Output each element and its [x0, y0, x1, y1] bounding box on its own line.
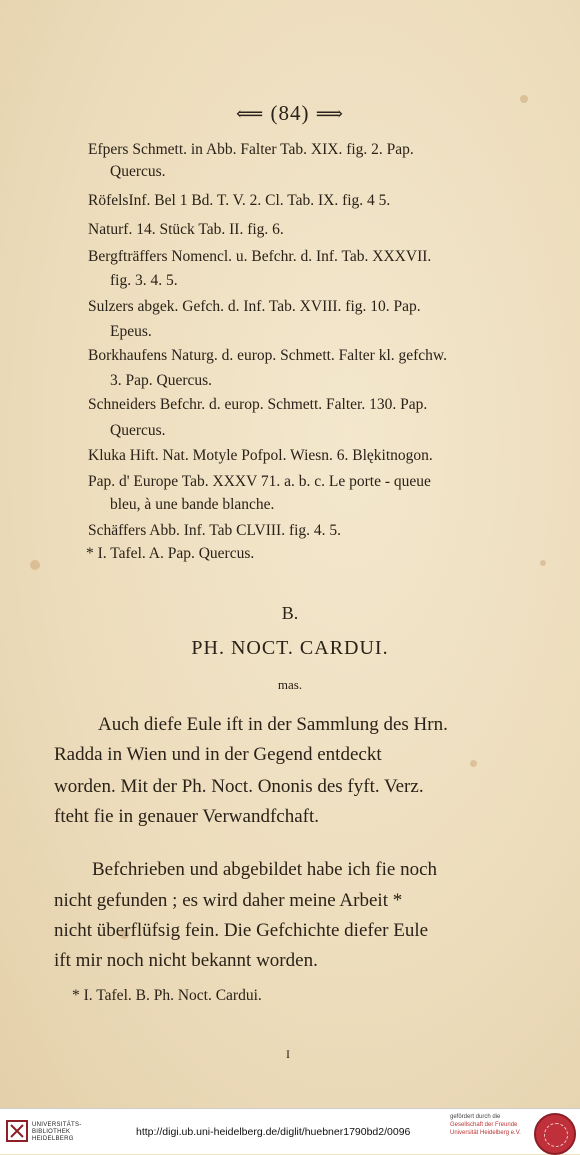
section-letter: B. — [281, 603, 299, 623]
logo-line: HEIDELBERG — [32, 1136, 74, 1142]
permalink[interactable]: http://digi.ub.uni-heidelberg.de/diglit/huebner1790bd2/0096 — [136, 1126, 411, 1138]
reference-line: Kluka Hift. Nat. Motyle Pofpol. Wiesn. 6. Blękitnogon. — [88, 447, 433, 464]
ornament-left: ⟸ — [236, 104, 265, 125]
section-subtitle: mas. — [277, 677, 303, 692]
paragraph-line: ift mir noch nicht bekannt worden. — [54, 950, 318, 971]
reference-line: Naturf. 14. Stück Tab. II. fig. 6. — [88, 221, 284, 238]
foxing-spot — [540, 560, 546, 566]
reference-line: RöfelsInf. Bel 1 Bd. T. V. 2. Cl. Tab. IX. fig. 4 5. — [88, 192, 391, 209]
paragraph-line: Radda in Wien und in der Gegend entdeckt — [54, 744, 382, 765]
paragraph-line: Auch diefe Eule ift in der Sammlung des Hrn. — [98, 714, 448, 735]
page-number: (84) — [270, 101, 310, 125]
section-title: PH. NOCT. CARDUI. — [191, 637, 389, 659]
logo-line: UNIVERSITÄTS- — [32, 1122, 82, 1128]
ornament-right: ⟹ — [315, 104, 344, 125]
reference-line: Schäffers Abb. Inf. Tab CLVIII. fig. 4. 5. — [88, 522, 342, 539]
sponsor-line: gefördert durch die — [450, 1114, 501, 1120]
sponsor-text — [450, 1113, 521, 1137]
sponsor-line: Universität Heidelberg e.V. — [450, 1130, 521, 1136]
library-logo-icon — [6, 1119, 28, 1143]
paragraph-line: nicht gefunden ; es wird daher meine Arbeit * — [54, 890, 403, 911]
society-seal-icon — [534, 1113, 576, 1155]
reference-line: Bergfträffers Nomencl. u. Befchr. d. Inf. Tab. XXXVII. — [88, 248, 432, 265]
foxing-spot — [30, 560, 40, 570]
reference-line: Sulzers abgek. Gefch. d. Inf. Tab. XVIII. fig. 10. Pap. — [88, 298, 421, 315]
paragraph-line: worden. Mit der Ph. Noct. Ononis des fyft. Verz. — [54, 776, 424, 797]
footnote: * I. Tafel. B. Ph. Noct. Cardui. — [72, 987, 262, 1004]
reference-line: bleu, à une bande blanche. — [110, 496, 275, 513]
paragraph-line: Befchrieben und abgebildet habe ich fie noch — [92, 859, 438, 880]
library-logo-text — [32, 1122, 82, 1143]
reference-line: 3. Pap. Quercus. — [110, 372, 213, 389]
reference-line: fig. 3. 4. 5. — [110, 272, 178, 289]
sponsor-line: Gesellschaft der Freunde — [450, 1122, 518, 1128]
reference-line: Borkhaufens Naturg. d. europ. Schmett. Falter kl. gefchw. — [88, 347, 447, 364]
reference-line: * I. Tafel. A. Pap. Quercus. — [86, 545, 255, 562]
reference-line: Quercus. — [110, 422, 166, 439]
logo-line: BIBLIOTHEK — [32, 1129, 71, 1135]
paragraph-line: nicht überflüfsig fein. Die Gefchichte diefer Eule — [54, 920, 429, 941]
reference-line: Pap. d' Europe Tab. XXXV 71. a. b. c. Le porte - queue — [88, 473, 431, 490]
reference-line: Epeus. — [110, 323, 152, 340]
reference-line: Efpers Schmett. in Abb. Falter Tab. XIX. fig. 2. Pap. — [88, 141, 414, 158]
library-footer — [0, 1108, 580, 1154]
page-header — [0, 101, 580, 126]
reference-line: Quercus. — [110, 163, 166, 180]
paragraph-line: fteht fie in genauer Verwandfchaft. — [54, 806, 319, 827]
signature-mark: I — [286, 1047, 290, 1061]
reference-line: Schneiders Befchr. d. europ. Schmett. Falter. 130. Pap. — [88, 396, 428, 413]
